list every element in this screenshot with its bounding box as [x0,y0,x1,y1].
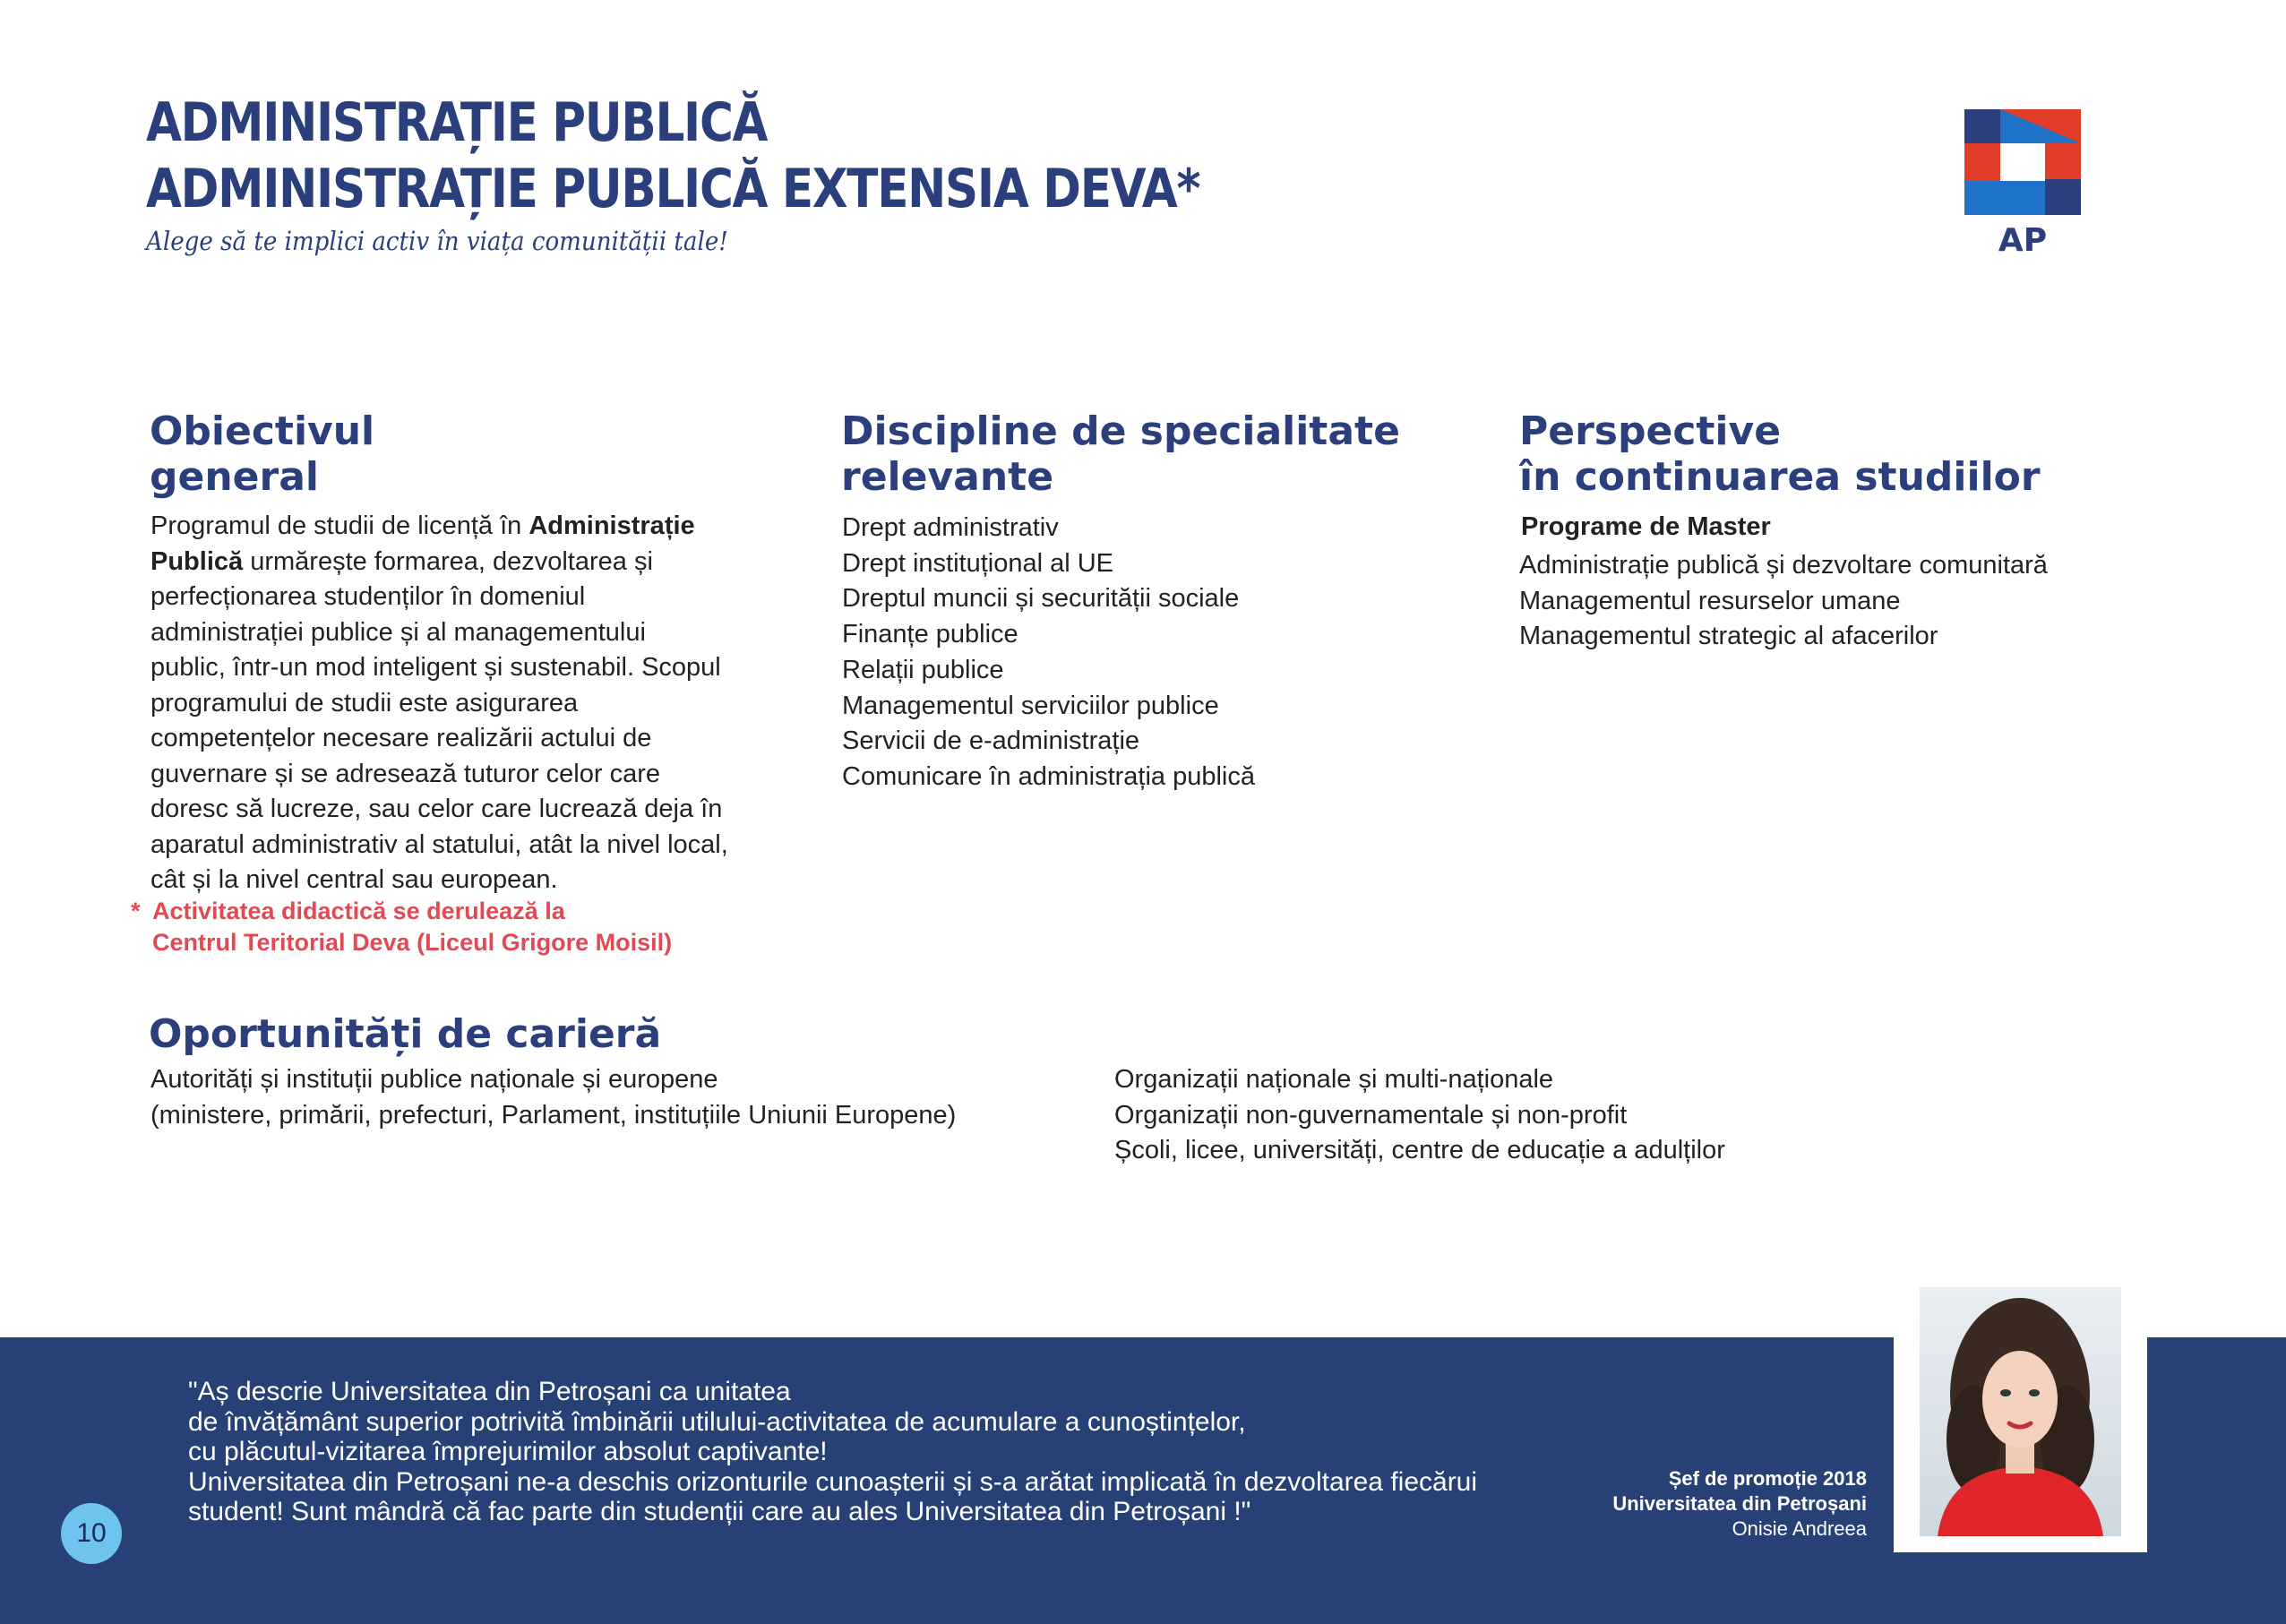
perspectives-heading-line-2: în continuarea studiilor [1519,454,2041,500]
page-title [146,90,1199,222]
testimonial-quote [188,1377,1477,1527]
objective-line: aparatul administrativ al statului, atât la nivel local, [150,829,728,859]
credit-name: Onisie Andreea [1732,1517,1867,1540]
logo-text: AP [1998,222,2048,259]
title-line-1: ADMINISTRAȚIE PUBLICĂ [146,91,768,154]
perspectives-heading-line-1: Perspective [1519,408,1782,454]
quote-line: cu plăcutul-vizitarea împrejurimilor absolut captivante! [188,1437,828,1466]
discipline-item: Servicii de e-administrație [842,726,1140,756]
objective-line: public, într-un mod inteligent și sustenabil. Scopul [150,653,721,682]
discipline-item: Dreptul muncii și securității sociale [842,584,1240,614]
disciplines-heading-line-1: Discipline de specialitate [841,408,1400,454]
objective-line: competențelor necesare realizării actului de [150,724,652,752]
discipline-item: Comunicare în administrația publică [842,761,1255,791]
objective-line: administrației publice și al managementului [150,617,646,647]
quote-line: "Aș descrie Universitatea din Petroșani ca unitatea [188,1377,791,1406]
credit-university: Universitatea din Petroșani [1612,1492,1867,1515]
disciplines-heading-line-2: relevante [841,454,1054,500]
discipline-item: Managementul serviciilor publice [842,691,1219,720]
note-asterisk: * [131,898,141,924]
master-program-item: Managementul strategic al afacerilor [1519,622,1938,651]
credit-role: Șef de promoție 2018 [1668,1467,1867,1490]
objective-heading-line-1: Obiectivul [150,408,375,454]
objective-heading [150,408,374,500]
objective-line: cât și la nivel central sau european. [150,865,558,894]
ap-logo-icon [1964,109,2081,215]
objective-paragraph [150,509,728,898]
discipline-item: Drept instituțional al UE [842,548,1114,578]
tagline: Alege să te implici activ în viața comunității tale! [146,226,728,256]
career-item: Școli, licee, universități, centre de educație a adulților [1114,1136,1725,1165]
objective-line: perfecționarea studenților în domeniul [150,582,586,611]
objective-bold-term: Administrație [529,511,695,540]
graduate-portrait [1920,1287,2121,1536]
quote-line: de învățământ superior potrivită îmbinării utilului-activitatea de acumulare a cunoștințelor, [188,1406,1246,1437]
career-item: Organizații non-guvernamentale și non-profit [1114,1100,1628,1130]
career-heading: Oportunități de carieră [149,1011,662,1057]
perspectives-heading [1519,408,2041,500]
career-item: Organizații naționale și multi-naționale [1114,1065,1554,1094]
objective-line: guvernare și se adresează tuturor celor care [150,759,661,788]
objective-line: Publică urmărește formarea, dezvoltarea și [150,546,653,576]
quote-line: student! Sunt mândră că fac parte din studenții care au ales Universitatea din Petroșani !" [188,1497,1251,1526]
discipline-item: Relații publice [842,655,1004,684]
objective-line: Programul de studii de licență în Administrație [150,511,695,540]
career-item: Autorități și instituții publice naționale și europene [150,1065,718,1094]
note-line-1: Activitatea didactică se derulează la [152,898,565,924]
objective-heading-line-2: general [150,454,319,500]
objective-line: doresc să lucreze, sau celor care lucrează deja în [150,795,723,823]
discipline-item: Finanțe publice [842,620,1018,649]
disciplines-list [842,511,1255,795]
master-programs-subheading: Programe de Master [1521,512,1771,541]
testimonial-credits [1612,1466,1867,1542]
quote-line: Universitatea din Petroșani ne-a deschis orizonturile cunoașterii și s-a arătat implicată în dezvoltarea fiecărui [188,1466,1478,1497]
career-item: (ministere, primării, prefecturi, Parlament, instituțiile Uniunii Europene) [150,1100,957,1130]
master-program-item: Managementul resurselor umane [1519,586,1901,615]
title-line-2: ADMINISTRAȚIE PUBLICĂ EXTENSIA DEVA* [146,158,1200,220]
objective-bold-term: Publică [150,546,244,576]
location-note [131,896,672,958]
discipline-item: Drept administrativ [842,513,1059,542]
career-list-left [150,1062,956,1133]
master-program-item: Administrație publică și dezvoltare comunitară [1519,551,2048,580]
master-programs-list [1519,548,2048,655]
page-number: 10 [61,1503,122,1564]
career-list-right [1114,1062,1725,1169]
objective-line: programului de studii este asigurarea [150,688,579,717]
note-line-2: Centrul Teritorial Deva (Liceul Grigore Moisil) [152,929,673,956]
disciplines-heading [841,408,1400,500]
